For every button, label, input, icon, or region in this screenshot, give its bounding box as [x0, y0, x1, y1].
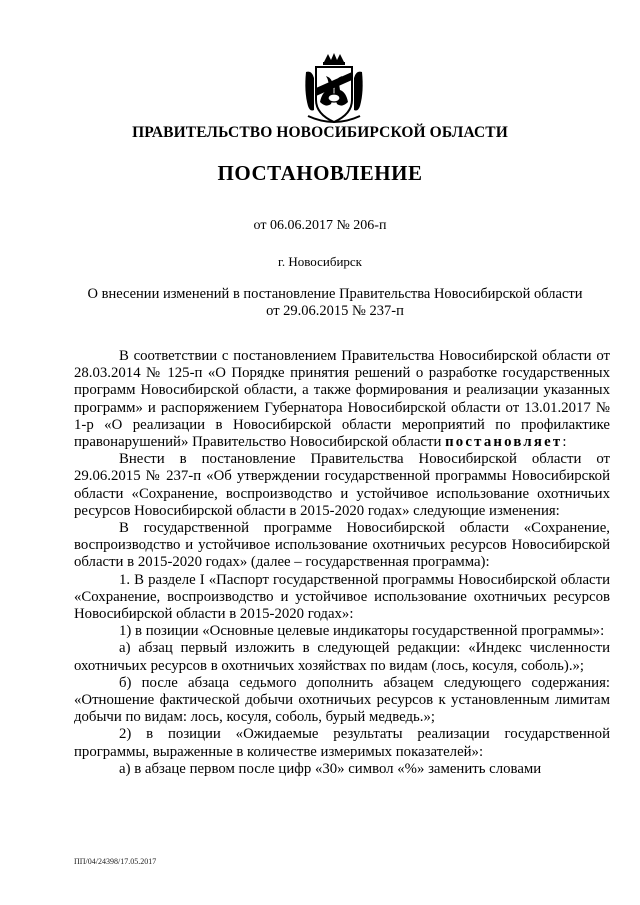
coat-of-arms-icon [302, 52, 366, 126]
paragraph-3: В государственной программе Новосибирской области «Сохранение, воспроизводство и устойчивое использование охотничьих ресурсов Новосибирской области в 2015-2020 годах» (далее – государственная программа): [74, 520, 610, 571]
paragraph-6: а) абзац первый изложить в следующей редакции: «Индекс численности охотничьих ресурсов в охотничьих хозяйствах по видам (лось, косуля, соболь).»; [74, 640, 610, 674]
paragraph-7: б) после абзаца седьмого дополнить абзацем следующего содержания: «Отношение фактической добычи охотничьих ресурсов к установленным лимитам добычи по видам: лось, косуля, соболь, бурый медведь.»; [74, 674, 610, 726]
paragraph-8: 2) в позиции «Ожидаемые результаты реализации государственной программы, выраженные в количестве измеримых показателей»: [74, 726, 610, 760]
city-name: г. Новосибирск [277, 254, 362, 269]
document-subject [70, 286, 600, 320]
decree-word: постановляет [445, 434, 563, 451]
document-type-title: ПОСТАНОВЛЕНИЕ [217, 161, 423, 185]
organization-title: ПРАВИТЕЛЬСТВО НОВОСИБИРСКОЙ ОБЛАСТИ [132, 124, 508, 141]
preamble-text: В соответствии с постановлением Правительства Новосибирской области от 28.03.2014 № 125-п «О Порядке принятия решений о разработке государственных программ Новосибирской области, а также формирования и реализации указанных программ» и распоряжением Губернатора Новосибирской области от 13.01.2017 № 1-р «О реализации в Новосибирской области мероприятий по профилактике правонарушений» Правительство Новосибирской области [74, 348, 610, 451]
paragraph-4: 1. В разделе I «Паспорт государственной программы Новосибирской области «Сохранение, воспроизводство и устойчивое использование охотничьих ресурсов Новосибирской области в 2015-2020 годах»: [74, 571, 610, 623]
subject-line-1: О внесении изменений в постановление Правительства Новосибирской области [87, 286, 583, 302]
paragraph-9: а) в абзаце первом после цифр «30» символ «%» заменить словами [119, 760, 542, 777]
footer-code: ПП/04/24398/17.05.2017 [74, 857, 157, 866]
paragraph-2: Внести в постановление Правительства Новосибирской области от 29.06.2015 № 237-п «Об утверждении государственной программы Новосибирской области «Сохранение, воспроизводство и устойчивое использование охотничьих ресурсов Новосибирской области в 2015-2020 годах» следующие изменения: [74, 451, 610, 519]
paragraph-preamble [74, 348, 610, 451]
subject-line-2: от 29.06.2015 № 237-п [266, 303, 404, 319]
date-and-number: от 06.06.2017 № 206-п [253, 218, 387, 233]
paragraph-5: 1) в позиции «Основные целевые индикаторы государственной программы»: [119, 623, 605, 640]
document-body [74, 348, 610, 778]
preamble-end: : [562, 434, 567, 451]
